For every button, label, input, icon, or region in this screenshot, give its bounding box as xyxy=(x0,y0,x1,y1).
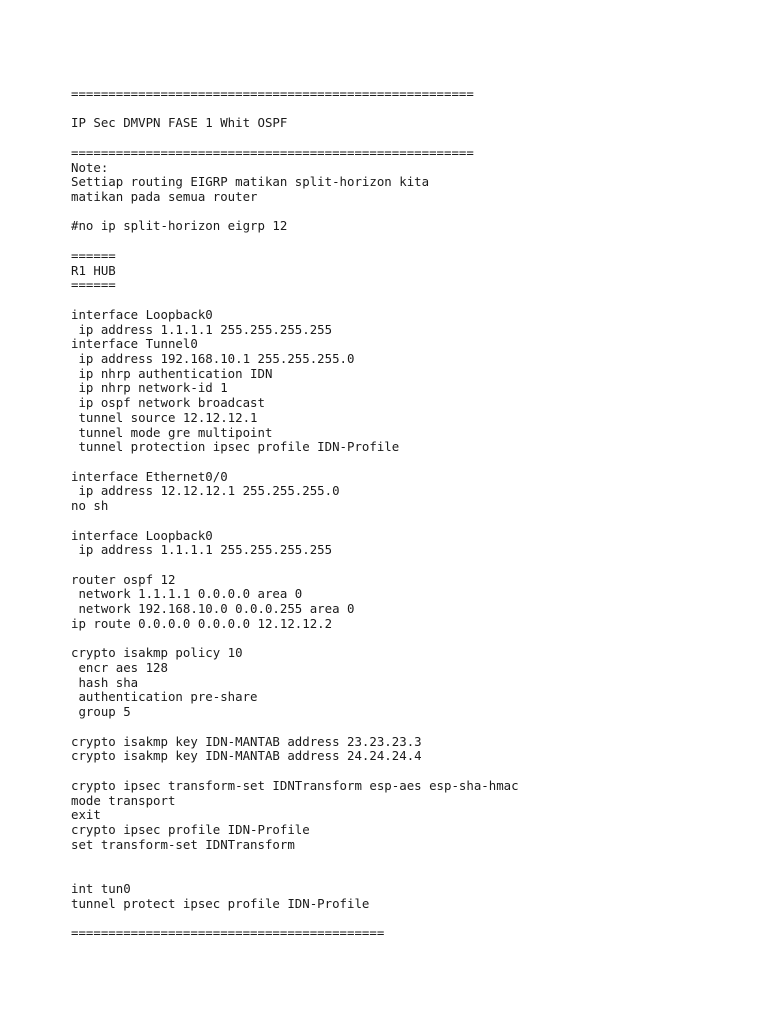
divider-line: ====================================================== xyxy=(71,144,474,160)
config-line: crypto ipsec transform-set IDNTransform esp-aes esp-sha-hmac xyxy=(71,777,519,793)
divider-line: ====== xyxy=(71,277,116,293)
config-line: int tun0 xyxy=(71,880,131,896)
config-line: network 1.1.1.1 0.0.0.0 area 0 xyxy=(71,586,303,602)
blank-line xyxy=(71,867,751,882)
blank-line xyxy=(71,632,751,647)
blank-line xyxy=(71,293,751,308)
config-line: mode transport xyxy=(71,792,176,808)
config-line: interface Loopback0 xyxy=(71,527,213,543)
config-line: ip address 12.12.12.1 255.255.255.0 xyxy=(71,483,340,499)
blank-line xyxy=(71,911,751,926)
config-line: ip address 1.1.1.1 255.255.255.255 xyxy=(71,542,333,558)
config-line: tunnel protection ipsec profile IDN-Profile xyxy=(71,439,400,455)
blank-line xyxy=(71,852,751,867)
config-line: ip nhrp network-id 1 xyxy=(71,380,228,396)
config-line: interface Loopback0 xyxy=(71,306,213,322)
config-line: encr aes 128 xyxy=(71,660,168,676)
blank-line xyxy=(71,558,751,573)
command-line: #no ip split-horizon eigrp 12 xyxy=(71,218,288,234)
config-line: exit xyxy=(71,807,101,823)
config-line: tunnel source 12.12.12.1 xyxy=(71,409,258,425)
config-line: crypto isakmp policy 10 xyxy=(71,645,243,661)
config-line: ip nhrp authentication IDN xyxy=(71,365,273,381)
config-line: tunnel protect ipsec profile IDN-Profile xyxy=(71,895,370,911)
config-line: ip address 192.168.10.1 255.255.255.0 xyxy=(71,350,355,366)
config-line: ip ospf network broadcast xyxy=(71,395,265,411)
section-heading: R1 HUB xyxy=(71,262,116,278)
config-line: crypto ipsec profile IDN-Profile xyxy=(71,821,310,837)
divider-line: ====== xyxy=(71,247,116,263)
config-line: hash sha xyxy=(71,674,139,690)
blank-line xyxy=(71,102,751,117)
blank-line xyxy=(71,131,751,146)
blank-line xyxy=(71,205,751,220)
config-line: crypto isakmp key IDN-MANTAB address 23.23.23.3 xyxy=(71,733,422,749)
config-line: no sh xyxy=(71,498,109,514)
document-page xyxy=(71,87,751,941)
blank-line xyxy=(71,455,751,470)
note-text: Settiap routing EIGRP matikan split-horizon kita xyxy=(71,174,430,190)
config-line: crypto isakmp key IDN-MANTAB address 24.24.24.4 xyxy=(71,748,422,764)
config-line: router ospf 12 xyxy=(71,571,176,587)
config-line: authentication pre-share xyxy=(71,689,258,705)
blank-line xyxy=(71,234,751,249)
blank-line xyxy=(71,764,751,779)
config-line: ip address 1.1.1.1 255.255.255.255 xyxy=(71,321,333,337)
note-heading: Note: xyxy=(71,159,109,175)
divider-line: ====================================================== xyxy=(71,86,474,101)
blank-line xyxy=(71,720,751,735)
note-text: matikan pada semua router xyxy=(71,189,258,205)
blank-line xyxy=(71,514,751,529)
config-line: network 192.168.10.0 0.0.0.255 area 0 xyxy=(71,601,355,617)
config-line: interface Ethernet0/0 xyxy=(71,468,228,484)
config-line: set transform-set IDNTransform xyxy=(71,836,295,852)
config-line: tunnel mode gre multipoint xyxy=(71,424,273,440)
divider-line: ========================================== xyxy=(71,924,385,940)
config-line: interface Tunnel0 xyxy=(71,336,198,352)
document-title: IP Sec DMVPN FASE 1 Whit OSPF xyxy=(71,115,288,131)
config-line: ip route 0.0.0.0 0.0.0.0 12.12.12.2 xyxy=(71,615,333,631)
config-line: group 5 xyxy=(71,704,131,720)
